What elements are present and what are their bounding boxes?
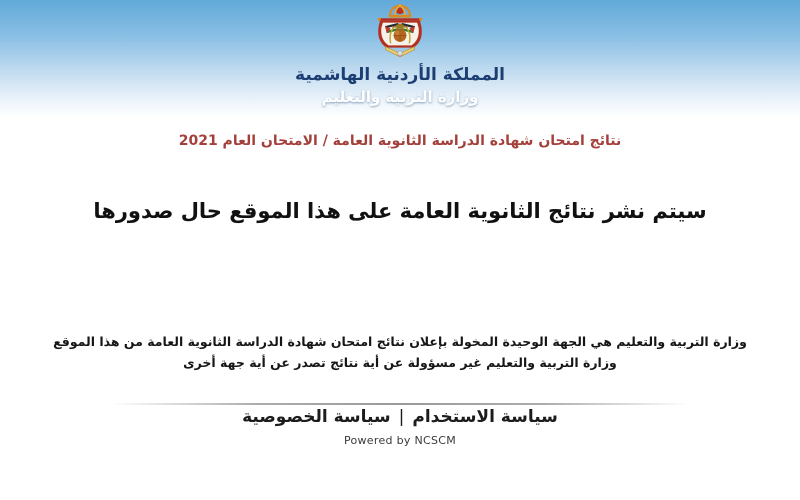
jordan-coat-of-arms-icon: [352, 4, 448, 64]
powered-by-text: Powered by NCSCM: [343, 434, 457, 447]
footer-policy-links: [0, 407, 800, 427]
disclaimer-line-1: وزارة التربية والتعليم هي الجهة الوحيدة المخولة بإعلان نتائج امتحان شهادة الدراسة الثانوية العامة من هذا الموقع: [53, 334, 747, 349]
disclaimer-line-2: وزارة التربية والتعليم غير مسؤولة عن أية نتائج تصدر عن أية جهة أخرى: [183, 354, 617, 370]
privacy-policy-link[interactable]: سياسة الخصوصية: [242, 407, 391, 427]
header-banner: [0, 0, 800, 118]
exam-results-title: نتائج امتحان شهادة الدراسة الثانوية العامة / الامتحان العام 2021: [178, 133, 622, 149]
policy-links-separator: |: [398, 407, 405, 427]
kingdom-title: المملكة الأردنية الهاشمية: [295, 65, 505, 85]
announcement-headline: سيتم نشر نتائج الثانوية العامة على هذا الموقع حال صدورها: [93, 199, 707, 223]
footer-divider: [110, 403, 690, 405]
usage-policy-link[interactable]: سياسة الاستخدام: [412, 407, 558, 427]
disclaimer-notice: [0, 332, 800, 373]
ministry-title: وزارة التربية والتعليم: [321, 87, 479, 106]
